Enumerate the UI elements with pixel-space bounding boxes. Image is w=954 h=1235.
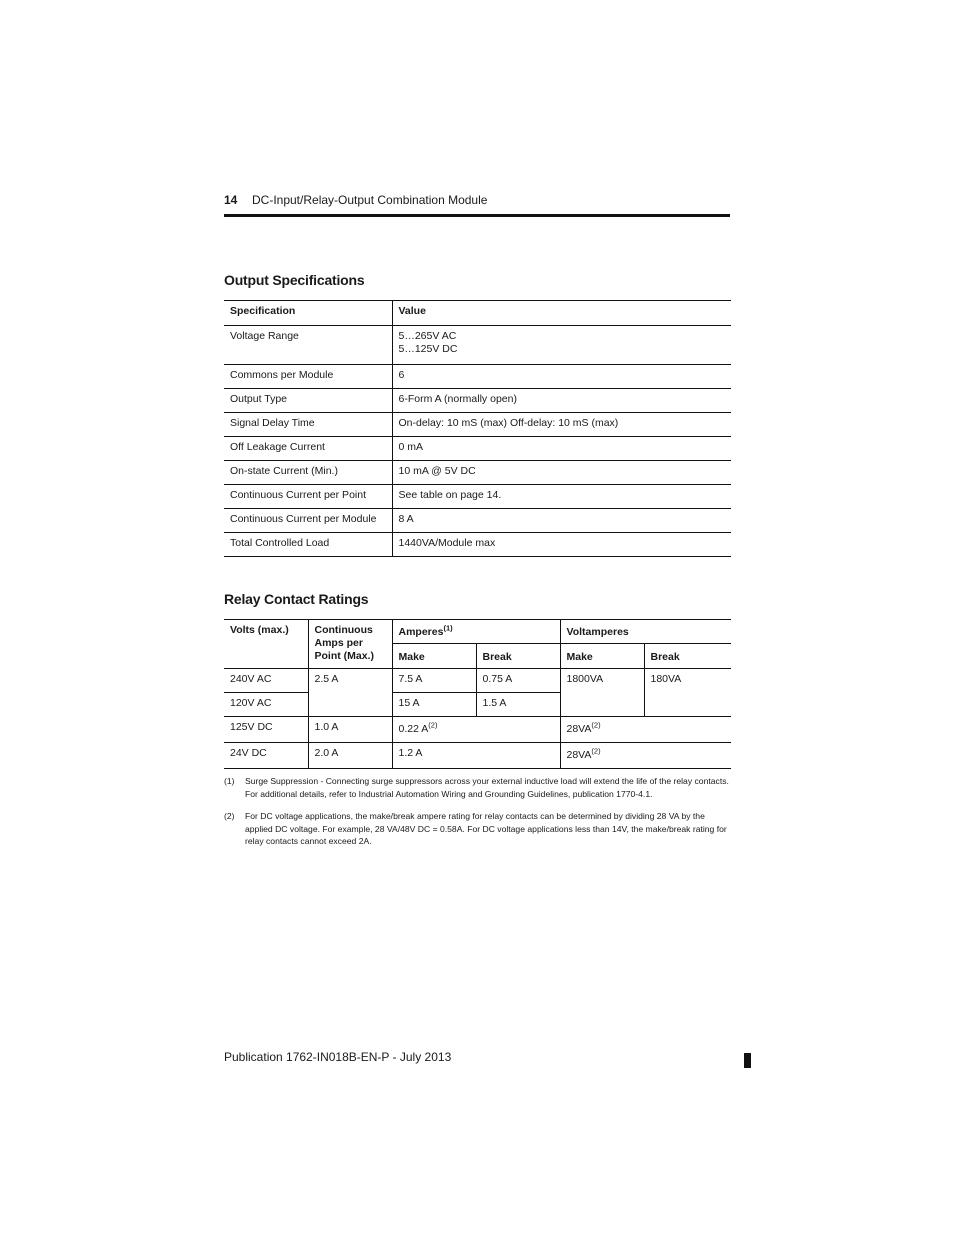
volts-cell: 125V DC <box>224 717 308 743</box>
spec-value-line: 5…125V DC <box>398 343 458 355</box>
table-row <box>224 717 731 743</box>
spec-name: Total Controlled Load <box>224 533 392 557</box>
continuous-amps-cell: 1.0 A <box>308 717 392 743</box>
spec-name: Voltage Range <box>224 326 392 365</box>
amperes-cell: 1.2 A <box>392 743 560 769</box>
volts-cell: 120V AC <box>224 693 308 717</box>
footnote-ref: (2) <box>591 746 601 756</box>
spec-value: 6-Form A (normally open) <box>392 389 731 413</box>
continuous-amps-cell: 2.5 A <box>308 669 392 717</box>
footnote-marker: (2) <box>224 811 235 821</box>
page-edge-marker <box>744 1053 751 1068</box>
spec-value: 0 mA <box>392 437 731 461</box>
footnote-ref: (1) <box>443 623 453 633</box>
spec-value: On-delay: 10 mS (max) Off-delay: 10 mS (max) <box>392 413 731 437</box>
table-row <box>224 437 731 461</box>
amperes-value: 0.22 A <box>398 723 429 735</box>
table-header-row <box>224 620 731 644</box>
continuous-amps-cell: 2.0 A <box>308 743 392 769</box>
column-header-specification: Specification <box>224 301 392 326</box>
footnote-ref: (2) <box>428 720 438 730</box>
spec-name: Commons per Module <box>224 365 392 389</box>
table-row <box>224 533 731 557</box>
publication-footer: Publication 1762-IN018B-EN-P - July 2013 <box>224 1050 452 1064</box>
amp-break-cell: 1.5 A <box>476 693 560 717</box>
footnote-marker: (1) <box>224 776 235 786</box>
table-header-row <box>224 301 731 326</box>
table-row <box>224 743 731 769</box>
voltamperes-value: 28VA <box>566 723 592 735</box>
amp-make-cell: 15 A <box>392 693 476 717</box>
header-line: Point (Max.) <box>314 650 374 662</box>
column-header-value: Value <box>392 301 731 326</box>
spec-value-line: 5…265V AC <box>398 330 457 342</box>
spec-value <box>392 326 731 365</box>
column-header-volts: Volts (max.) <box>224 620 308 669</box>
table-row <box>224 485 731 509</box>
table-row <box>224 669 731 693</box>
voltamperes-cell <box>560 743 731 769</box>
table-row <box>224 326 731 365</box>
spec-value: 1440VA/Module max <box>392 533 731 557</box>
amp-make-cell: 7.5 A <box>392 669 476 693</box>
table-row <box>224 389 731 413</box>
volts-cell: 24V DC <box>230 747 267 759</box>
spec-value: 10 mA @ 5V DC <box>392 461 731 485</box>
page-number: 14 <box>224 193 238 207</box>
column-header-amperes <box>392 620 560 644</box>
amp-break-cell: 0.75 A <box>476 669 560 693</box>
spec-name: On-state Current (Min.) <box>224 461 392 485</box>
column-header-va-break: Break <box>644 644 731 669</box>
va-make-cell: 1800VA <box>560 669 644 717</box>
spec-name: Off Leakage Current <box>224 437 392 461</box>
spec-name: Continuous Current per Module <box>224 509 392 533</box>
footnote-ref: (2) <box>591 720 601 730</box>
spec-name: Output Type <box>224 389 392 413</box>
va-break-cell: 180VA <box>644 669 731 717</box>
table-row <box>224 509 731 533</box>
table-row <box>224 365 731 389</box>
running-header-title: DC-Input/Relay-Output Combination Module <box>252 193 488 207</box>
header-line: Continuous <box>314 624 373 636</box>
column-header-voltamperes: Voltamperes <box>560 620 731 644</box>
table-row <box>224 413 731 437</box>
header-line: Amps per <box>314 637 363 649</box>
output-specifications-table <box>224 300 731 557</box>
column-header-va-make: Make <box>560 644 644 669</box>
amperes-cell <box>392 717 560 743</box>
output-specifications-heading: Output Specifications <box>224 272 365 288</box>
column-header-continuous-amps <box>308 620 392 669</box>
header-rule <box>224 214 730 217</box>
column-header-amp-break: Break <box>476 644 560 669</box>
volts-cell: 240V AC <box>224 669 308 693</box>
voltamperes-value: 28VA <box>566 749 592 761</box>
voltamperes-cell <box>560 717 731 743</box>
footnote-text: Surge Suppression - Connecting surge suppressors across your external inductive load will extend the life of the relay contacts. For additional details, refer to Industrial Automation Wiring and Grounding Guidelines, publication 1770-4.1. <box>245 776 729 799</box>
spec-name: Signal Delay Time <box>224 413 392 437</box>
spec-value: See table on page 14. <box>392 485 731 509</box>
relay-contact-ratings-table <box>224 619 731 769</box>
table-row <box>224 461 731 485</box>
spec-value: 6 <box>392 365 731 389</box>
spec-name: Continuous Current per Point <box>224 485 392 509</box>
amperes-label: Amperes <box>398 626 444 638</box>
relay-contact-ratings-heading: Relay Contact Ratings <box>224 591 369 607</box>
spec-value: 8 A <box>392 509 731 533</box>
footnote-text: For DC voltage applications, the make/break ampere rating for relay contacts can be determined by dividing 28 VA by the applied DC voltage. For example, 28 VA/48V DC = 0.58A. For DC voltage applications less than 14V, the make/break rating for relay contacts cannot exceed 2A. <box>245 811 727 846</box>
column-header-amp-make: Make <box>392 644 476 669</box>
